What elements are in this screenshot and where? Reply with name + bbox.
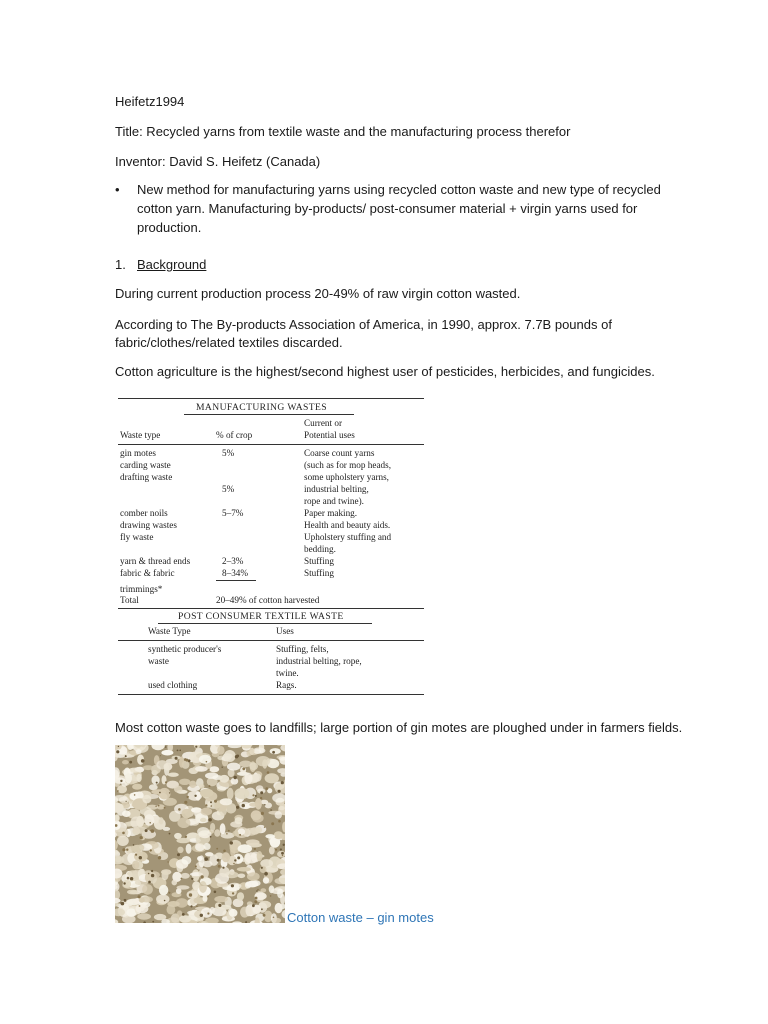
table-cell: 20–49% of cotton harvested <box>216 595 320 605</box>
column-header: % of crop <box>216 430 253 440</box>
waste-table <box>118 394 424 696</box>
table-rule <box>118 398 424 399</box>
column-header: Current or <box>304 418 343 428</box>
table-cell: (such as for mop heads, <box>304 460 392 470</box>
bullet-line: cotton yarn. Manufacturing by-products/ post-consumer material + virgin yarns used for <box>137 201 638 216</box>
table-cell: trimmings* <box>120 584 163 594</box>
body-paragraph: Cotton agriculture is the highest/second highest user of pesticides, herbicides, and fungicides. <box>115 364 655 379</box>
table-cell: rope and twine). <box>304 496 364 506</box>
table-cell: Health and beauty aids. <box>304 520 391 530</box>
table-title: MANUFACTURING WASTES <box>196 402 328 413</box>
table-cell: bedding. <box>304 544 336 554</box>
table-rule <box>118 640 424 641</box>
table-cell: industrial belting, <box>304 484 369 494</box>
table-cell: yarn & thread ends <box>120 556 191 566</box>
table-cell: Stuffing <box>304 568 334 578</box>
table-cell: some upholstery yarns, <box>304 472 389 482</box>
body-paragraph: During current production process 20-49% of raw virgin cotton wasted. <box>115 286 521 301</box>
table-cell: twine. <box>276 668 299 678</box>
table-cell: 5–7% <box>222 508 244 518</box>
table-cell: 5% <box>222 448 235 458</box>
table-cell: Rags. <box>276 680 297 690</box>
column-header: Uses <box>276 626 294 636</box>
bullet-line: New method for manufacturing yarns using recycled cotton waste and new type of recycled <box>137 182 661 197</box>
table-cell: Coarse count yarns <box>304 448 375 458</box>
column-header: Potential uses <box>304 430 355 440</box>
bullet-line: production. <box>137 220 202 235</box>
bullet-text <box>137 180 661 237</box>
table-cell: industrial belting, rope, <box>276 656 362 666</box>
section-title: Background <box>137 257 207 272</box>
table-cell: used clothing <box>148 680 198 690</box>
table-rule <box>118 444 424 445</box>
table-cell: drafting waste <box>120 472 173 482</box>
title-underline <box>184 414 354 415</box>
table-cell: drawing wastes <box>120 520 177 530</box>
table-cell: synthetic producer's <box>148 644 222 654</box>
column-header: Waste type <box>120 430 161 440</box>
table-cell: Stuffing <box>304 556 334 566</box>
body-paragraph: fabric/clothes/related textiles discarded. <box>115 335 343 350</box>
table-cell: Paper making. <box>304 508 358 518</box>
table-cell: 8–34% <box>222 568 249 578</box>
document-reference: Heifetz1994 <box>115 94 185 109</box>
table-cell: fly waste <box>120 532 154 542</box>
table-cell: comber noils <box>120 508 168 518</box>
table-cell: 5% <box>222 484 235 494</box>
table-cell: carding waste <box>120 460 171 470</box>
table-cell: gin motes <box>120 448 156 458</box>
sum-underline <box>216 580 256 581</box>
table-cell: Upholstery stuffing and <box>304 532 392 542</box>
inventor-line: Inventor: David S. Heifetz (Canada) <box>115 154 321 169</box>
document-title: Title: Recycled yarns from textile waste and the manufacturing process therefor <box>115 124 571 139</box>
table-cell: fabric & fabric <box>120 568 175 578</box>
body-paragraph: Most cotton waste goes to landfills; large portion of gin motes are ploughed under in farmers fields. <box>115 720 683 735</box>
table-cell: waste <box>148 656 169 666</box>
section-number: 1. <box>115 257 126 272</box>
column-header: Waste Type <box>148 626 191 636</box>
table-rule <box>118 694 424 695</box>
gin-motes-photo <box>115 745 285 923</box>
section-heading <box>115 256 206 274</box>
table-cell: Total <box>120 595 139 605</box>
table-rule <box>118 608 424 609</box>
photo-caption: Cotton waste – gin motes <box>287 910 434 925</box>
title-underline <box>158 623 372 624</box>
body-paragraph: According to The By-products Association of America, in 1990, approx. 7.7B pounds of <box>115 317 612 332</box>
table-cell: Stuffing, felts, <box>276 644 329 654</box>
bullet-icon: • <box>115 182 120 197</box>
table-cell: 2–3% <box>222 556 244 566</box>
post-consumer-title: POST CONSUMER TEXTILE WASTE <box>178 611 344 622</box>
